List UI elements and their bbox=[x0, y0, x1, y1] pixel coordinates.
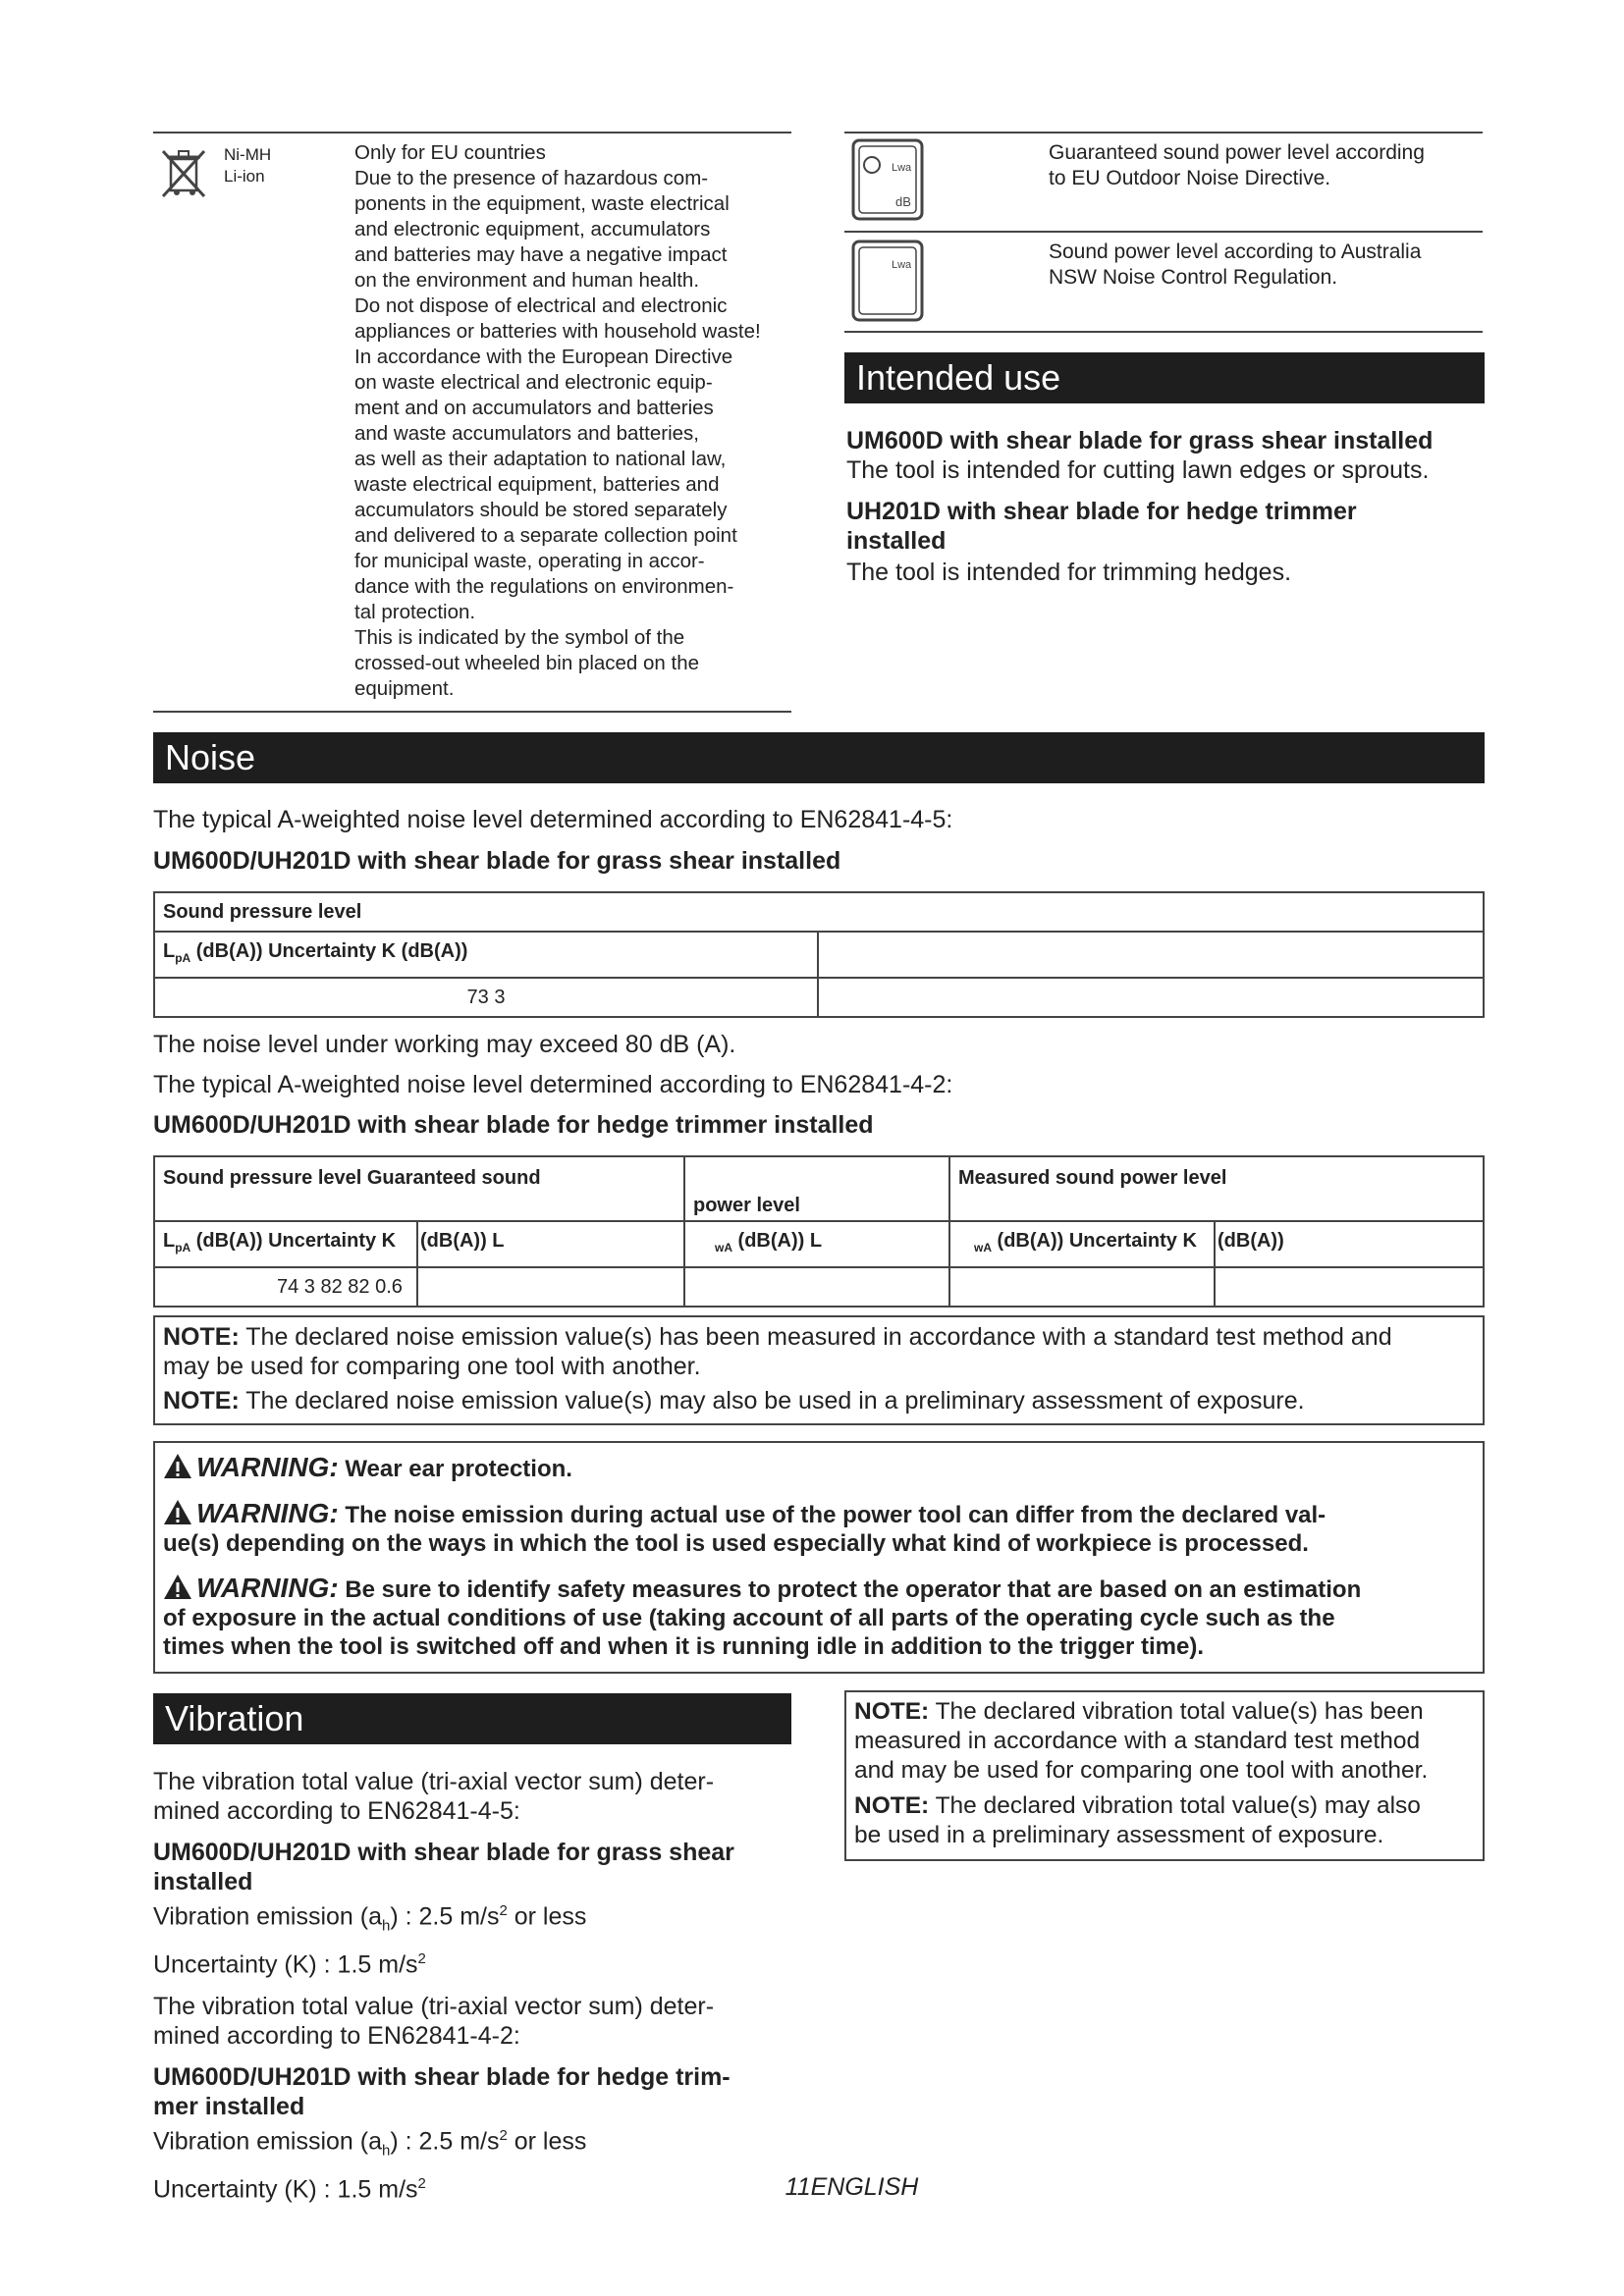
noise-exceed-note: The noise level under working may exceed 80 dB (A). bbox=[153, 1031, 736, 1058]
disposal-line: In accordance with the European Directive bbox=[354, 346, 733, 368]
top-left-rule bbox=[153, 132, 791, 133]
intended-use-title: installed bbox=[846, 527, 947, 555]
vibration-subheading: installed bbox=[153, 1868, 253, 1896]
vibration-intro-line: The vibration total value (tri-axial vector sum) deter- bbox=[153, 1768, 715, 1795]
note-paragraph bbox=[163, 1322, 1475, 1352]
uncertainty-label: Uncertainty (K) : 1.5 m/s bbox=[153, 2175, 418, 2204]
warning-icon bbox=[163, 1453, 192, 1479]
noise-table-hedge bbox=[153, 1155, 1485, 1308]
table-empty-cell bbox=[818, 932, 1484, 978]
warning-icon bbox=[163, 1574, 192, 1600]
note-text: The declared noise emission value(s) may also be used in a preliminary assessment of exposure. bbox=[239, 1387, 1305, 1415]
table-empty-cell bbox=[1215, 1267, 1484, 1307]
intended-use-content bbox=[846, 426, 1485, 587]
note-label: NOTE: bbox=[163, 1387, 240, 1415]
warning-label: WARNING: bbox=[196, 1573, 339, 1603]
note-text: be used in a preliminary assessment of exposure. bbox=[854, 1822, 1384, 1848]
noise-subheading-1: UM600D/UH201D with shear blade for grass shear installed bbox=[153, 847, 841, 875]
disposal-line: for municipal waste, operating in accor- bbox=[354, 550, 705, 572]
warning-label: WARNING: bbox=[196, 1498, 339, 1528]
sound-symbol-line: Guaranteed sound power level according bbox=[1049, 141, 1425, 164]
icon-label: Lwa bbox=[892, 162, 912, 174]
lower-right-rule bbox=[844, 331, 1483, 333]
emission-tail: or less bbox=[507, 2126, 587, 2155]
icon-label: Lwa bbox=[892, 259, 912, 271]
vibration-emission bbox=[153, 1896, 791, 1941]
table-col-label bbox=[949, 1221, 1215, 1267]
emission-label: Vibration emission (a bbox=[153, 2126, 382, 2155]
vibration-heading: Vibration bbox=[153, 1693, 791, 1744]
intended-use-title: UH201D with shear blade for hedge trimmer bbox=[846, 498, 1357, 525]
emission-sub: h bbox=[381, 1917, 391, 1935]
disposal-line: as well as their adaptation to national law, bbox=[354, 448, 727, 470]
table-col-label: (dB(A)) L bbox=[417, 1221, 684, 1267]
noise-intro-2: The typical A-weighted noise level determined according to EN62841-4-2: bbox=[153, 1071, 953, 1098]
unit-sup: 2 bbox=[499, 2126, 508, 2144]
disposal-line: and electronic equipment, accumulators bbox=[354, 218, 711, 240]
disposal-line: appliances or batteries with household waste! bbox=[354, 320, 761, 343]
note-text: The declared vibration total value(s) has been bbox=[929, 1698, 1424, 1725]
intended-use-text: The tool is intended for trimming hedges. bbox=[846, 559, 1292, 586]
top-right-rule bbox=[844, 132, 1483, 133]
warning-text: times when the tool is switched off and when it is running idle in addition to the trigger time). bbox=[163, 1633, 1205, 1660]
table-value: 73 3 bbox=[154, 978, 818, 1017]
vibration-subheading: mer installed bbox=[153, 2092, 305, 2120]
label-sub: wA bbox=[715, 1241, 732, 1255]
intended-use-heading: Intended use bbox=[844, 352, 1485, 403]
disposal-line: equipment. bbox=[354, 677, 455, 700]
noise-note-box bbox=[153, 1315, 1485, 1425]
vibration-intro-line: mined according to EN62841-4-2: bbox=[153, 2021, 520, 2050]
disposal-line: tal protection. bbox=[354, 601, 476, 623]
uncertainty-label: Uncertainty (K) : 1.5 m/s bbox=[153, 1950, 418, 1979]
vibration-uncertainty bbox=[153, 1945, 791, 1979]
warning-label: WARNING: bbox=[196, 1452, 339, 1482]
label-rest: (dB(A)) Uncertainty K bbox=[992, 1230, 1197, 1252]
label-sub: pA bbox=[175, 951, 191, 965]
emission-sub: h bbox=[381, 2141, 391, 2159]
disposal-line: accumulators should be stored separately bbox=[354, 499, 728, 521]
note-label: NOTE: bbox=[854, 1792, 930, 1819]
label-sub: pA bbox=[175, 1241, 191, 1255]
vibration-content bbox=[153, 1767, 791, 2204]
sound-symbol-line: Sound power level according to Australia bbox=[1049, 240, 1422, 263]
disposal-line: Only for EU countries bbox=[354, 141, 546, 164]
note-paragraph bbox=[163, 1386, 1475, 1415]
guaranteed-sound-power-icon bbox=[850, 137, 925, 222]
unit-sup: 2 bbox=[499, 1902, 508, 1919]
footer-language: ENGLISH bbox=[810, 2173, 919, 2201]
warning-paragraph bbox=[163, 1574, 1475, 1661]
table-empty-cell bbox=[818, 978, 1484, 1017]
vibration-intro-line: mined according to EN62841-4-5: bbox=[153, 1797, 520, 1825]
noise-subheading-2: UM600D/UH201D with shear blade for hedge trimmer installed bbox=[153, 1111, 874, 1139]
note-label: NOTE: bbox=[854, 1698, 930, 1725]
warning-text: ue(s) depending on the ways in which the tool is used especially what kind of workpiece is processed. bbox=[163, 1530, 1309, 1557]
sound-symbol-line: to EU Outdoor Noise Directive. bbox=[1049, 167, 1331, 189]
disposal-line: waste electrical equipment, batteries and bbox=[354, 473, 720, 496]
disposal-line: This is indicated by the symbol of the bbox=[354, 626, 685, 649]
disposal-line: ponents in the equipment, waste electrical bbox=[354, 192, 730, 215]
sound-power-level-icon bbox=[850, 239, 925, 323]
note-label: NOTE: bbox=[163, 1323, 240, 1351]
noise-warning-box bbox=[153, 1441, 1485, 1674]
label-main: L bbox=[163, 940, 176, 962]
label-rest: (dB(A)) Uncertainty K bbox=[190, 1230, 397, 1252]
page-number: 11 bbox=[785, 2173, 811, 2201]
sound-symbol-text-2 bbox=[1049, 240, 1481, 291]
table-header: power level bbox=[684, 1156, 949, 1221]
label-sub: wA bbox=[974, 1241, 992, 1255]
crossed-out-bin-icon bbox=[159, 145, 210, 202]
page-footer bbox=[0, 2173, 1624, 2202]
disposal-line: and delivered to a separate collection point bbox=[354, 524, 737, 547]
warning-text: of exposure in the actual conditions of use (taking account of all parts of the operating cycle such as the bbox=[163, 1605, 1335, 1631]
sound-symbol-text-1 bbox=[1049, 140, 1481, 191]
label-rest: (dB(A)) Uncertainty K (dB(A)) bbox=[190, 940, 468, 962]
label-main: L bbox=[163, 1230, 176, 1252]
intended-use-title: UM600D with shear blade for grass shear installed bbox=[846, 427, 1434, 454]
noise-table-grass bbox=[153, 891, 1485, 1018]
emission-tail: or less bbox=[507, 1902, 587, 1931]
warning-text: The noise emission during actual use of the power tool can differ from the declared val- bbox=[338, 1502, 1326, 1528]
table-header: Sound pressure level bbox=[154, 892, 1484, 932]
disposal-line: dance with the regulations on environmen- bbox=[354, 575, 734, 598]
disposal-line: and waste accumulators and batteries, bbox=[354, 422, 699, 445]
warning-text: Wear ear protection. bbox=[338, 1456, 572, 1482]
note-text: measured in accordance with a standard test method bbox=[854, 1728, 1421, 1754]
sound-symbol-line: NSW Noise Control Regulation. bbox=[1049, 266, 1338, 289]
emission-value: ) : 2.5 m/s bbox=[390, 2126, 500, 2155]
note-text: The declared vibration total value(s) may also bbox=[929, 1792, 1421, 1819]
table-header: Sound pressure level Guaranteed sound bbox=[154, 1156, 684, 1221]
mid-right-rule bbox=[844, 231, 1483, 233]
battery-type-nimh: Ni-MH bbox=[224, 145, 272, 164]
disposal-text bbox=[354, 140, 786, 702]
disposal-line: on the environment and human health. bbox=[354, 269, 700, 292]
note-text: and may be used for comparing one tool with another. bbox=[854, 1757, 1429, 1784]
table-empty-cell bbox=[949, 1267, 1215, 1307]
note-paragraph: may be used for comparing one tool with another. bbox=[163, 1353, 701, 1380]
vibration-subheading: UM600D/UH201D with shear blade for hedge trim- bbox=[153, 2062, 731, 2091]
warning-paragraph bbox=[163, 1453, 1475, 1483]
vibration-intro-line: The vibration total value (tri-axial vector sum) deter- bbox=[153, 1992, 715, 2020]
intended-use-text: The tool is intended for cutting lawn edges or sprouts. bbox=[846, 456, 1430, 484]
vibration-subheading: UM600D/UH201D with shear blade for grass shear bbox=[153, 1839, 734, 1866]
noise-intro-1: The typical A-weighted noise level determined according to EN62841-4-5: bbox=[153, 806, 953, 833]
table-col-label bbox=[684, 1221, 949, 1267]
disposal-line: crossed-out wheeled bin placed on the bbox=[354, 652, 700, 674]
table-col-label: (dB(A)) bbox=[1215, 1221, 1484, 1267]
disposal-line: ment and on accumulators and batteries bbox=[354, 397, 714, 419]
warning-paragraph bbox=[163, 1499, 1475, 1558]
unit-sup: 2 bbox=[417, 2174, 426, 2192]
warning-text: Be sure to identify safety measures to protect the operator that are based on an estimation bbox=[338, 1576, 1362, 1603]
emission-value: ) : 2.5 m/s bbox=[390, 1902, 500, 1931]
disposal-line: Do not dispose of electrical and electronic bbox=[354, 294, 728, 317]
note-paragraph bbox=[854, 1791, 1475, 1821]
warning-icon bbox=[163, 1499, 192, 1525]
disposal-line: Due to the presence of hazardous com- bbox=[354, 167, 709, 189]
table-row-label bbox=[154, 932, 818, 978]
unit-sup: 2 bbox=[417, 1950, 426, 1968]
disposal-line: and batteries may have a negative impact bbox=[354, 243, 728, 266]
vibration-emission bbox=[153, 2121, 791, 2165]
note-text: The declared noise emission value(s) has been measured in accordance with a standard test method and bbox=[239, 1323, 1392, 1351]
table-values: 74 3 82 82 0.6 bbox=[154, 1267, 417, 1307]
battery-type-liion: Li-ion bbox=[224, 167, 265, 186]
table-header: Measured sound power level bbox=[949, 1156, 1484, 1221]
table-empty-cell bbox=[684, 1267, 949, 1307]
emission-label: Vibration emission (a bbox=[153, 1902, 382, 1931]
table-col-label bbox=[154, 1221, 417, 1267]
disposal-line: on waste electrical and electronic equip- bbox=[354, 371, 713, 394]
svg-text:dB: dB bbox=[895, 194, 911, 209]
label-rest: (dB(A)) L bbox=[732, 1230, 823, 1252]
note-paragraph bbox=[854, 1697, 1475, 1727]
bottom-left-rule bbox=[153, 711, 791, 713]
noise-heading: Noise bbox=[153, 732, 1485, 783]
vibration-note-box bbox=[844, 1690, 1485, 1861]
table-empty-cell bbox=[417, 1267, 684, 1307]
